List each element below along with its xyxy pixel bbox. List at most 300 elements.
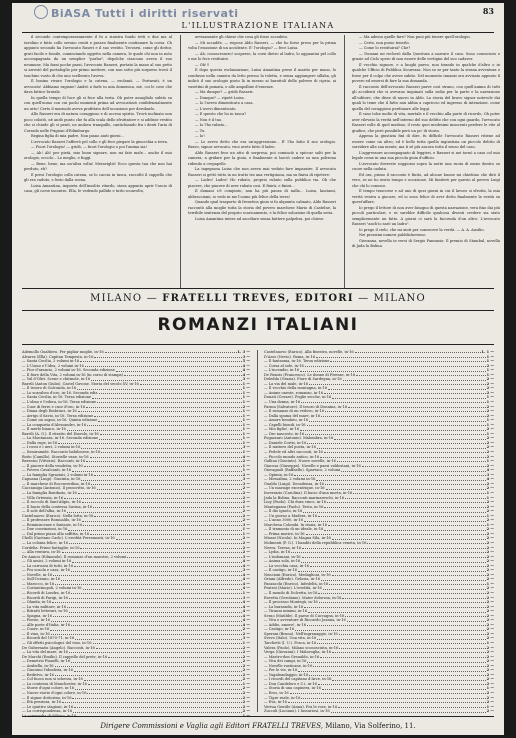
- dot-leader: [127, 555, 241, 558]
- dot-leader: [71, 659, 242, 662]
- dot-leader: [86, 459, 241, 462]
- entry-title: — Alla ventura, in-16: [22, 550, 61, 555]
- entry-title: — La via del male, in-16: [264, 381, 308, 386]
- paragraph: Quando qual trasporto di frenetica gioia si fu alquanto calmato, Aldo Rasseri raccontò alla moglie tutta la storia del povero marchese Mario di Castelne, la terribile sentenza del proprio scaricamento, e la felice soluzione di quella seria.: [188, 200, 336, 215]
- dot-leader: [124, 373, 242, 376]
- dot-leader: [337, 459, 486, 462]
- dot-leader: [81, 445, 241, 448]
- entry-price: 3 —: [242, 354, 250, 359]
- paragraph: — Oh!!!: [195, 62, 210, 67]
- entry-title: — Eva, in-16: [264, 700, 288, 705]
- dot-leader: [307, 441, 485, 444]
- entry-price: 1 —: [242, 463, 250, 468]
- entry-price: 2 —: [242, 486, 250, 491]
- dot-leader: [64, 496, 241, 499]
- dot-leader: [326, 486, 486, 489]
- dot-leader: [302, 546, 485, 549]
- entry-price: 3 —: [242, 568, 250, 573]
- dot-leader: [300, 368, 485, 371]
- entry-title: — La colonia felice, in-16: [22, 540, 69, 545]
- entry-price: 2 —: [486, 463, 494, 468]
- dot-leader: [321, 577, 486, 580]
- dot-leader: [55, 664, 242, 667]
- entry-price: 2 —: [486, 540, 494, 545]
- entry-price: 2 —: [486, 613, 494, 618]
- entry-title: — Mio figlio!, in-16: [264, 427, 300, 432]
- dot-leader: [324, 527, 485, 530]
- entry-title: — Novelle, in-16: [22, 572, 53, 577]
- entry-price: 2 —: [486, 668, 494, 673]
- entry-title: — Santa Cecilia, in-16. Terza edizione: [22, 395, 92, 400]
- entry-title: Molmenti (P. G.). I banditi della repubblica veneta, in-16: [264, 540, 367, 545]
- dot-leader: [356, 373, 485, 376]
- entry-title: — La Montanara, in-16. Seconda edizione: [22, 436, 99, 441]
- entry-title: — Il dio ignoto, in-16: [264, 509, 303, 514]
- entry-title: — Fra scuola e casa, in-16: [22, 568, 70, 573]
- catalog-divider: [257, 350, 258, 712]
- paragraph: Il caso tolse molto di vita, mortale e il vecchio alla parte di ricordo, Oh poter aver rilevato la verità nell'interno del suo delitto che con ogni guardo, l'avvocato Rasseri volle di quel mattino, il resto quei medesimi innocenti perdere le vite al giudice, che però possibile però un po' di storia.: [352, 112, 500, 133]
- entry-title: — Anime oneste, romanzo, in-16: [264, 390, 324, 395]
- city-right: MILANO: [373, 293, 426, 304]
- entry-title: — Il fantasma, in-16. Terza edizione: [264, 359, 330, 364]
- entry-title: — Il vecchio della montagna, in-16: [264, 386, 328, 391]
- entry-price: 3 —: [486, 472, 494, 477]
- entry-title: Marchesa Colombi. In risaia, in-16: [264, 522, 328, 527]
- dot-leader: [72, 559, 241, 562]
- entry-title: — Il professore Romualdo, in-16: [22, 518, 81, 523]
- entry-price: 2 —: [486, 663, 494, 668]
- entry-price: 1 —: [242, 381, 250, 386]
- entry-price: 1 —: [486, 686, 494, 691]
- watermark: BiASA Tutti i diritti riservati: [34, 5, 238, 20]
- entry-title: Tarchetti (I. U.). Fosca, in-16: [264, 641, 317, 645]
- dot-leader: [295, 627, 486, 630]
- entry-title: — Il piacere della vendetta, in-16: [22, 463, 83, 468]
- entry-title: Barrili (Anton Giulio). Castel Gavone. Storia del secolo XV, in-16: [22, 381, 139, 386]
- entry-title: — Gli amici, 2 volumi in-16: [22, 559, 72, 564]
- entry-price: 2 —: [486, 681, 494, 686]
- entry-title: — Tiranni minimi, in-16: [264, 609, 308, 614]
- entry-price: 1 —: [242, 395, 250, 400]
- entry-price: 1 —: [242, 400, 250, 405]
- entry-price: 1 —: [242, 418, 250, 423]
- paragraph: Nei prossimi numeri pubblicheremo:: [359, 233, 427, 237]
- entry-price: 4 —: [242, 622, 250, 627]
- dot-leader: [307, 423, 486, 426]
- dot-leader: [305, 364, 486, 367]
- paragraph: — Certo, non posso tenerlo.: [359, 40, 410, 45]
- entry-price: 4 —: [242, 368, 250, 373]
- entry-price: 2 —: [486, 409, 494, 414]
- dot-leader: [332, 395, 485, 398]
- dot-leader: [100, 432, 242, 435]
- dot-leader: [74, 564, 241, 567]
- entry-price: 2 —: [486, 691, 494, 696]
- dot-leader: [318, 591, 485, 594]
- entry-price: 2 —: [486, 518, 494, 523]
- entry-title: — La vecchia casa, in-16: [264, 563, 310, 568]
- dot-leader: [69, 609, 242, 612]
- entry-price: 2 —: [486, 586, 494, 591]
- dot-leader: [67, 427, 242, 430]
- dot-leader: [298, 668, 485, 671]
- entry-title: — La contessa di Manchester, in-16: [22, 681, 87, 686]
- entry-price: 1 —: [242, 440, 250, 445]
- entry-price: L. 3 —: [237, 350, 250, 354]
- entry-title: — La vita del mare, in-16: [22, 650, 68, 655]
- entry-title: — La conquista d'Alessandro, in-16: [22, 422, 87, 427]
- entry-title: — Una donna, in-16: [264, 400, 301, 405]
- entry-title: — La famiglia Sgraziati, 2 volumi in-16: [22, 472, 94, 477]
- entry-title: Alvarez (Ella). Capitan Tempesta, in-16: [22, 354, 94, 359]
- dot-leader: [325, 482, 486, 485]
- entry-price: 1 —: [486, 490, 494, 495]
- entry-price: 1 —: [486, 372, 494, 377]
- dot-leader: [82, 518, 242, 521]
- entry-title: — Opimia, in-16: [264, 472, 294, 477]
- dot-leader: [71, 591, 241, 594]
- entry-price: 2 —: [242, 513, 250, 518]
- entry-price: 4 —: [242, 559, 250, 564]
- entry-title: — Corsa al sole, in-16: [264, 363, 304, 368]
- paragraph: E presi l'orologio colla catena, se lo caccia in tasca, raccoltò il cappello che gli era caduto, e lesto dalla scena.: [24, 172, 172, 182]
- dot-leader: [316, 355, 486, 358]
- entry-title: — Per le vie, in-16: [264, 668, 298, 673]
- dot-leader: [72, 468, 241, 471]
- entry-price: 1 —: [486, 522, 494, 527]
- section-title: ROMANZI ITALIANI: [157, 315, 359, 335]
- entry-price: 2 —: [486, 568, 494, 573]
- entry-price: 2 —: [486, 700, 494, 705]
- paragraph: L'avvocato dovreste soggiorni sopra la notte una ruota di meno dentro su cuore nella caduta.: [352, 161, 500, 171]
- entry-price: 2 —: [486, 627, 494, 632]
- paragraph: — Fuori l'orologio! — gridò, — fuori l'orologio o poi l'anima sia!: [31, 145, 147, 149]
- entry-price: 2 —: [486, 509, 494, 514]
- dot-leader: [87, 423, 241, 426]
- dot-leader: [71, 623, 242, 626]
- entry-price: 3 —: [242, 377, 250, 382]
- entry-price: 2 —: [486, 481, 494, 486]
- entry-price: 1 —: [242, 713, 250, 718]
- dot-leader: [320, 455, 485, 458]
- dot-leader: [53, 573, 241, 576]
- entry-price: 2 —: [242, 677, 250, 682]
- dot-leader: [97, 400, 241, 403]
- dot-leader: [309, 673, 485, 676]
- entry-price: 2 —: [242, 704, 250, 709]
- entry-title: — Arrigo il Savio, in-16. Terza edizione: [22, 413, 94, 418]
- entry-price: 1 —: [242, 504, 250, 509]
- entry-price: 2 —: [242, 495, 250, 500]
- text-column-1: [24, 35, 172, 288]
- footer-line: [12, 722, 504, 730]
- entry-title: — Il bacio della contessa Savina, in-16: [22, 504, 93, 509]
- text-column-2: [188, 35, 336, 288]
- entry-title: — Daniele Cortis, in-16: [264, 440, 307, 445]
- entry-title: — Ricordi di Parigi, in-16: [22, 595, 68, 600]
- paragraph: Io prego il lettore di non aver bisogno di questa narrazione, vera fino dai più piccoli particolari, e se sarebbe difficile qualcosa diventi credere sia stato semplicemente un fatto. A giorni ci sarà la faccenda d'un altro: L'avvocato Rasseri "anch'io sarò un ladro".: [352, 205, 500, 226]
- entry-price: 2 —: [486, 677, 494, 682]
- entry-price: 2 —: [486, 577, 494, 582]
- entry-title: — Il romanzo di un vedovo, in-16: [264, 409, 325, 414]
- entry-price: 2 —: [242, 654, 250, 659]
- entry-title: — Poesie, in-16: [22, 618, 50, 623]
- entry-price: 2 —: [486, 450, 494, 455]
- paragraph: Aldo Rasseri fece un atto di sorpresa, poi cominciò a spiccar salti per la camera, a gridare per la gioia, e finalmente si lasciò cadere su una poltrona ridendo a crepapelle.: [188, 150, 336, 166]
- entry-price: 4 —: [242, 363, 250, 368]
- entry-price: 2 —: [242, 631, 250, 636]
- column-divider: [344, 35, 345, 288]
- entry-price: 1 —: [486, 354, 494, 359]
- publisher-band: MILANO — FRATELLI TREVES, EDITORI — MILANO: [90, 293, 426, 304]
- dot-leader: [73, 709, 242, 712]
- dot-leader: [140, 382, 242, 385]
- dot-leader: [320, 655, 485, 658]
- entry-price: 2 —: [486, 618, 494, 623]
- dot-leader: [77, 386, 241, 389]
- entry-title: Castelnuovo (Enrico). Alla finestra, novelle, in-16: [264, 350, 354, 354]
- paragraph: avvisamente gli chiese che cosa gli fosse accaduto.: [195, 35, 289, 39]
- entry-price: 3 —: [242, 554, 250, 559]
- entry-title: — Mastro-don Gesualdo, in-16: [264, 654, 320, 659]
- entry-title: Zuccoli (Luciano). I lussuriosi, in-16: [264, 709, 330, 714]
- entry-price: 1 —: [242, 531, 250, 536]
- dot-leader: [304, 518, 486, 521]
- paragraph: — Dunque? — ripetè Luisa.: [195, 95, 245, 100]
- dot-leader: [355, 350, 481, 353]
- dot-leader: [318, 682, 486, 685]
- entry-price: 4 —: [242, 604, 250, 609]
- dot-leader: [317, 636, 485, 639]
- entry-price: 2 —: [486, 386, 494, 391]
- dot-leader: [71, 568, 242, 571]
- entry-title: Fogazzaro (Antonio). Malombra, in-16: [264, 436, 334, 441]
- entry-price: 2 —: [486, 654, 494, 659]
- entry-title: Donati (Cesare). Foglie secche, in-16: [264, 395, 332, 400]
- entry-price: 2 —: [486, 550, 494, 555]
- entry-title: — Vita e avventure di Riccardo Joanna, in-16: [264, 618, 346, 623]
- page-number: 83: [482, 6, 494, 16]
- entry-title: — Val d'Olivi. Scene e chitinole, in-16: [22, 377, 91, 382]
- entry-price: 2 —: [242, 459, 250, 464]
- entry-price: 5 —: [242, 359, 250, 364]
- entry-title: De Gubernatis (Angelo). Racconti, in-16: [22, 645, 95, 650]
- dot-leader: [98, 418, 241, 421]
- dot-leader: [332, 536, 486, 539]
- entry-title: Serao (Matilde). Il paese di Cuccagna, in-16: [264, 613, 345, 618]
- entry-title: — Il signor dottorino, in-16: [22, 695, 72, 700]
- dot-leader: [324, 391, 486, 394]
- entry-price: 1 —: [242, 468, 250, 473]
- entry-price: 2 —: [486, 622, 494, 627]
- entry-title: — Costantinopoli, 2 volumi in-16: [22, 586, 82, 591]
- dot-leader: [78, 491, 242, 494]
- dot-leader: [88, 682, 242, 685]
- entry-price: 2 —: [486, 436, 494, 441]
- entry-title: Panzacchi (Enrico). Infedeltà, in-16: [264, 581, 329, 586]
- entry-price: 2 —: [486, 486, 494, 491]
- dot-leader: [86, 405, 242, 408]
- dot-leader: [302, 555, 486, 558]
- entry-title: — La vita militare, in-16: [22, 604, 67, 609]
- dot-leader: [301, 696, 485, 699]
- paragraph: — Come lo restituirai? Che?: [359, 46, 411, 50]
- dot-leader: [99, 391, 241, 394]
- entry-price: 2 —: [486, 595, 494, 600]
- dot-leader: [84, 464, 242, 467]
- entry-price: 2 —: [486, 672, 494, 677]
- dot-leader: [317, 445, 486, 448]
- entry-title: — Il merlo bianco, in-16: [22, 427, 66, 432]
- entry-price: 2 —: [242, 500, 250, 505]
- entry-title: — Novelle rusticane, in-16: [264, 663, 313, 668]
- entry-price: 2 —: [486, 427, 494, 432]
- dot-leader: [101, 450, 241, 453]
- entry-price: 2 —: [486, 404, 494, 409]
- entry-title: — Il mondo di Dolcetta, in-16: [264, 590, 318, 595]
- dot-leader: [69, 650, 242, 653]
- entry-price: 4 —: [242, 563, 250, 568]
- entry-title: Cordelia. Prime battaglie, in-16: [22, 545, 80, 550]
- entry-title: — Il fiore della Vita, 2 volumi in-16 (in corso di stampa): [22, 372, 124, 377]
- entry-title: — Lo scarabeo d'oro, in-16. Seconda ediz.: [22, 390, 99, 395]
- entry-price: 2 —: [242, 540, 250, 545]
- entry-price: 2 —: [242, 509, 250, 514]
- dot-leader: [96, 646, 242, 649]
- entry-title: — Ritratti letterari, in-16: [22, 609, 68, 614]
- dot-leader: [329, 582, 485, 585]
- paragraph: — E questo che ho in tasca?: [195, 112, 247, 116]
- dot-leader: [317, 641, 485, 644]
- dot-leader: [94, 473, 242, 476]
- dot-leader: [94, 355, 241, 358]
- entry-price: 1 —: [242, 436, 250, 441]
- paragraph: — Io!: [195, 134, 205, 138]
- dot-leader: [51, 618, 242, 621]
- dot-leader: [62, 700, 242, 703]
- entry-price: 2 —: [486, 636, 494, 641]
- dot-leader: [321, 414, 485, 417]
- dot-leader: [92, 395, 242, 398]
- paragraph: — Ma dunque? — gridò Rasseri.: [195, 90, 254, 94]
- dot-leader: [328, 523, 486, 526]
- entry-title: Barrili (A. G.). Il ritratto del Diavolo, in-16: [22, 431, 99, 436]
- entry-title: — La baraonda, in-16: [264, 604, 304, 609]
- dot-leader: [324, 505, 485, 508]
- entry-title: — Santa Cecilia, 2 volumi in-16: [22, 359, 80, 364]
- dot-leader: [301, 559, 485, 562]
- paragraph: Luisa Amantina, inquieta dell'insolito ritardo, stava appunto aprir l'uscio di casa, gli corse incontro. Ella, le vedendo pallido e tutto sconvolto,: [24, 183, 172, 193]
- entry-price: 2 —: [242, 659, 250, 664]
- entry-title: Valera (Paolo). Milano sconosciuta, in-16: [264, 645, 339, 650]
- entry-title: Bersezio (Vittorio). Racconti, in-16: [22, 459, 86, 464]
- entry-price: 2 —: [242, 550, 250, 555]
- entry-price: 2 —: [486, 609, 494, 614]
- paragraph: Il busino rivaro l'orologio e la catena, — esclamò. — Portavati, è un avvocato! Abbiamo ragione! Andrò a farle in mia domenica, mè, coi le cose che dava fattice brutale.: [24, 79, 172, 94]
- entry-price: 1 —: [486, 395, 494, 400]
- entry-price: 1 —: [242, 422, 250, 427]
- dot-leader: [75, 636, 241, 639]
- entry-price: 2 —: [242, 627, 250, 632]
- entry-title: — Demetrio Pianelli, in-16: [22, 659, 71, 664]
- entry-price: 2 —: [242, 686, 250, 691]
- entry-title: — Giacomo l'idealista, in-16: [22, 668, 73, 673]
- entry-price: 2 —: [486, 413, 494, 418]
- entry-price: 2 —: [242, 695, 250, 700]
- paragraph: — Bene, bene, ma un'altra volta! Meravigliò! Ecco questa tua che non hai perduto, eh?: [24, 161, 172, 171]
- entry-price: 1 —: [242, 681, 250, 686]
- entry-price: 1 —: [486, 459, 494, 464]
- dot-leader: [116, 536, 242, 539]
- entry-price: 1 —: [486, 431, 494, 436]
- dot-leader: [332, 573, 486, 576]
- dot-leader: [84, 677, 242, 680]
- entry-price: 1 —: [486, 641, 494, 645]
- entry-title: — Il castigo, in-16: [264, 568, 298, 573]
- dot-leader: [82, 500, 242, 503]
- entry-price: 1 —: [242, 431, 250, 436]
- entry-price: 1 —: [486, 400, 494, 405]
- dot-leader: [93, 641, 242, 644]
- entry-title: Misasi (Nicola). In Magna Sila, in-16: [264, 536, 331, 541]
- entry-price: 3 —: [242, 445, 250, 450]
- entry-price: 2 —: [486, 600, 494, 605]
- dot-leader: [74, 705, 242, 708]
- entry-title: — Redivivo, in-16: [22, 672, 54, 677]
- paragraph: Il domani s'è compiuto, non ha più paura di nulla... Luisa, lasciami, abbracciami, io vedo in me l'uomo più felice della terra!: [188, 189, 336, 199]
- entry-price: 1 —: [242, 427, 250, 432]
- entry-price: 2 —: [486, 559, 494, 564]
- entry-title: — Anima sola, in-16: [264, 559, 301, 564]
- dot-leader: [61, 577, 242, 580]
- entry-price: 2 —: [242, 536, 250, 541]
- dot-leader: [105, 350, 237, 353]
- entry-title: Chelli (Gaetano Carlo). L'eredità Ferramonti, in-16: [22, 536, 115, 541]
- dot-leader: [52, 600, 241, 603]
- paragraph: — Domani mi recherò dalla Questura a narrare il caso. Sono conosciuto e grazie ad Ciclo spero di non essere delle vertigini del suo cadaver.: [352, 51, 500, 61]
- entry-price: 2 —: [486, 645, 494, 650]
- dot-leader: [338, 705, 485, 708]
- entry-title: Oriani (Alfredo). Gelosia, in-16: [264, 577, 321, 582]
- paragraph: — Lo avevo detto che era un'aggressione... E' l'ho fatto il suo orologio. Bravo, signor avvocato, vuoi avete fatto il ladro.: [188, 139, 336, 149]
- entry-title: — Lydia, in-16: [264, 550, 291, 555]
- entry-price: 1 —: [242, 409, 250, 414]
- dot-leader: [310, 564, 486, 567]
- publisher-name: FRATELLI TREVES, EDITORI: [162, 293, 354, 304]
- entry-price: 2 —: [486, 536, 494, 541]
- paragraph: Il racconto dell'avvocato Rasseri parve così strano, con quell'anima di tutti gli accidenti che si avevano inquinati sulla sedia per la parte e la narrazione all'uditore, che disse di nuovo in Aldo. La storia del bravo signor notevole dai quali lo teme che il fatto non abbia a capriccio ed ingresso di intenzione, come quella del coraggioso perdonare alle leggi.: [352, 84, 500, 111]
- entry-price: 2 —: [486, 709, 494, 714]
- dot-leader: [334, 436, 485, 439]
- dot-leader: [308, 609, 485, 612]
- entry-title: — Il processo Montegù, in-16: [264, 600, 318, 605]
- entry-price: 4 —: [242, 372, 250, 377]
- entry-title: De Marchi (Emilio). Il cappello del prete, in-16: [22, 654, 108, 659]
- entry-price: 1 —: [486, 704, 494, 709]
- dot-leader: [72, 696, 241, 699]
- entry-title: Sperani (Bruno). Nell'ingranaggio, in-16: [264, 631, 338, 636]
- entry-price: 4 —: [242, 618, 250, 623]
- text-column-3: [352, 35, 500, 288]
- entry-price: 2 —: [242, 518, 250, 523]
- entry-price: 3 —: [242, 477, 250, 482]
- paragraph: — L'avevi dimenticato.: [195, 106, 237, 111]
- dot-leader: [94, 514, 241, 517]
- entry-price: 2 —: [486, 545, 494, 550]
- entry-title: — Il roccolo di Sant'Alipio, in-16: [22, 500, 81, 505]
- entry-title: Gualdo (Luigi). Decadenza, in-16: [264, 481, 324, 486]
- dot-leader: [367, 541, 485, 544]
